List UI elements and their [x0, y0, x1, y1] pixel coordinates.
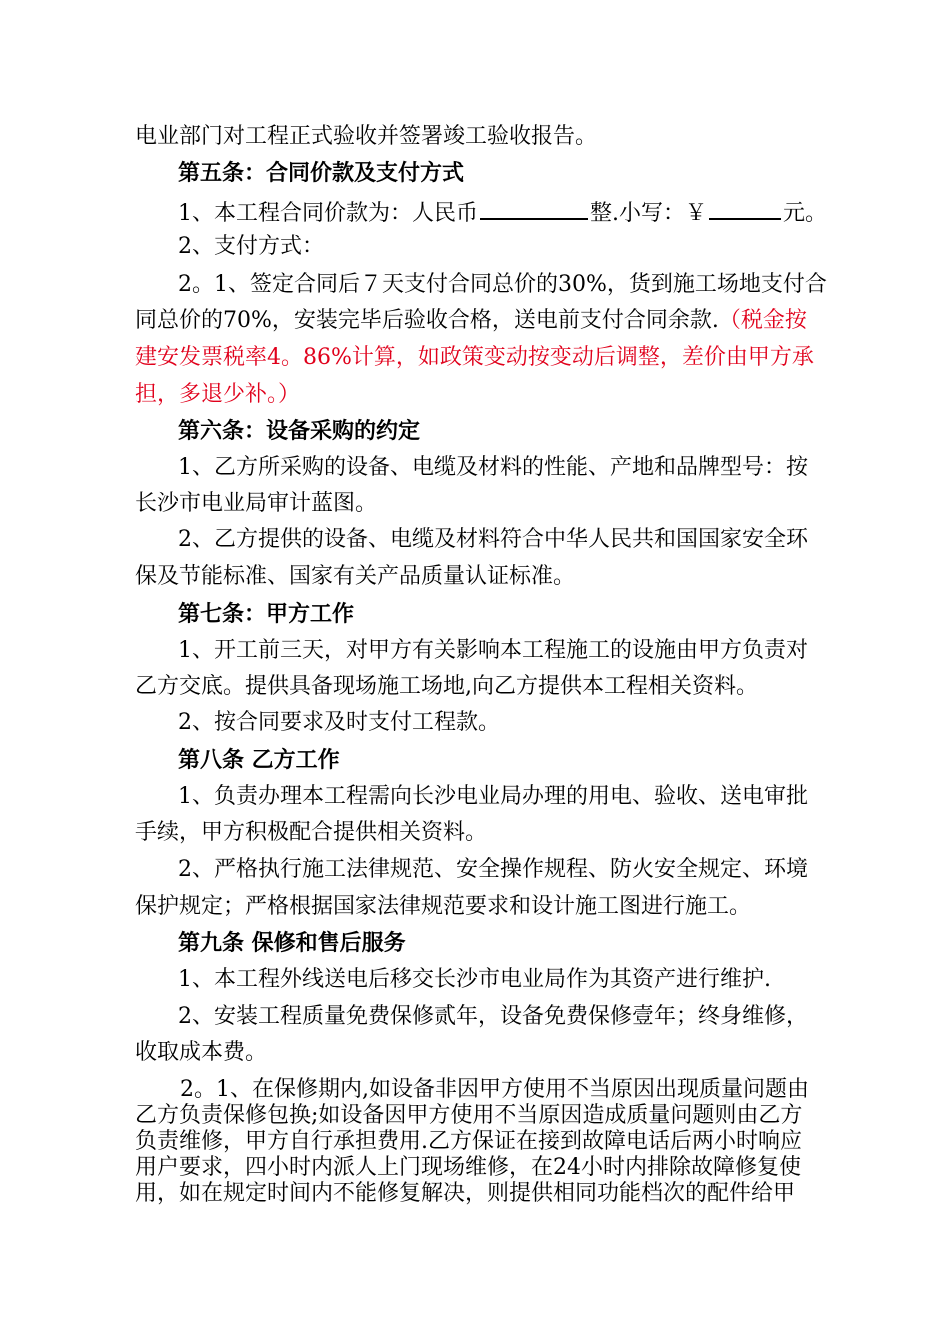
contract-price-line: [178, 198, 827, 227]
paragraph-line: 收取成本费。: [135, 1040, 268, 1065]
paragraph-line: 用，如在规定时间内不能修复解决，则提供相同功能档次的配件给甲: [135, 1181, 796, 1206]
section-heading-article-9: 第九条 保修和售后服务: [178, 930, 406, 956]
tax-note-text: （税金按: [718, 308, 807, 333]
paragraph-line: 电业部门对工程正式验收并签署竣工验收报告。: [135, 124, 598, 149]
contract-price-small-label: 整.小写：￥: [590, 201, 707, 226]
price-number-blank: [709, 198, 781, 220]
paragraph-line: 2、安装工程质量免费保修贰年，设备免费保修壹年；终身维修，: [178, 1004, 808, 1029]
paragraph-line: 2。1、签定合同后７天支付合同总价的30%，货到施工场地支付合: [178, 272, 827, 297]
payment-terms-text: 同总价的70%，安装完毕后验收合格，送电前支付合同余款.: [135, 308, 719, 333]
tax-note-line: 担，多退少补。）: [135, 382, 301, 407]
tax-note-line: 建安发票税率4。86%计算，如政策变动按变动后调整，差价由甲方承: [135, 345, 814, 370]
paragraph-line: 2。1、在保修期内,如设备非因甲方使用不当原因出现质量问题由: [180, 1077, 809, 1102]
section-heading-article-8: 第八条 乙方工作: [178, 747, 340, 773]
paragraph-line: 长沙市电业局审计蓝图。: [135, 491, 378, 516]
section-heading-article-7: 第七条：甲方工作: [178, 601, 355, 627]
paragraph-line: 2、支付方式：: [178, 234, 324, 259]
paragraph-line: 用户要求，四小时内派人上门现场维修，在24小时内排除故障修复使: [135, 1155, 801, 1180]
section-heading-article-5: 第五条：合同价款及支付方式: [178, 160, 465, 186]
paragraph-line: 1、本工程外线送电后移交长沙市电业局作为其资产进行维护.: [178, 967, 771, 992]
section-heading-article-6: 第六条：设备采购的约定: [178, 418, 421, 444]
paragraph-line: 1、负责办理本工程需向长沙电业局办理的用电、验收、送电审批: [178, 784, 808, 809]
paragraph-line: 乙方负责保修包换;如设备因甲方使用不当原因造成质量问题则由乙方: [135, 1103, 803, 1128]
contract-price-label: 1、本工程合同价款为：人民币: [178, 201, 478, 226]
price-chinese-blank: [480, 198, 588, 220]
paragraph-line: 2、按合同要求及时支付工程款。: [178, 710, 500, 735]
payment-terms-line: [135, 308, 807, 334]
paragraph-line: 2、严格执行施工法律规范、安全操作规程、防火安全规定、环境: [178, 857, 808, 882]
paragraph-line: 乙方交底。提供具备现场施工场地,向乙方提供本工程相关资料。: [135, 674, 758, 699]
contract-price-unit: 元。: [783, 201, 828, 226]
paragraph-line: 2、乙方提供的设备、电缆及材料符合中华人民共和国国家安全环: [178, 527, 808, 552]
paragraph-line: 手续，甲方积极配合提供相关资料。: [135, 820, 488, 845]
paragraph-line: 1、开工前三天，对甲方有关影响本工程施工的设施由甲方负责对: [178, 638, 808, 663]
paragraph-line: 保护规定；严格根据国家法律规范要求和设计施工图进行施工。: [135, 894, 752, 919]
paragraph-line: 保及节能标准、国家有关产品质量认证标准。: [135, 564, 576, 589]
paragraph-line: 负责维修，甲方自行承担费用.乙方保证在接到故障电话后两小时响应: [135, 1129, 802, 1154]
paragraph-line: 1、乙方所采购的设备、电缆及材料的性能、产地和品牌型号：按: [178, 455, 808, 480]
